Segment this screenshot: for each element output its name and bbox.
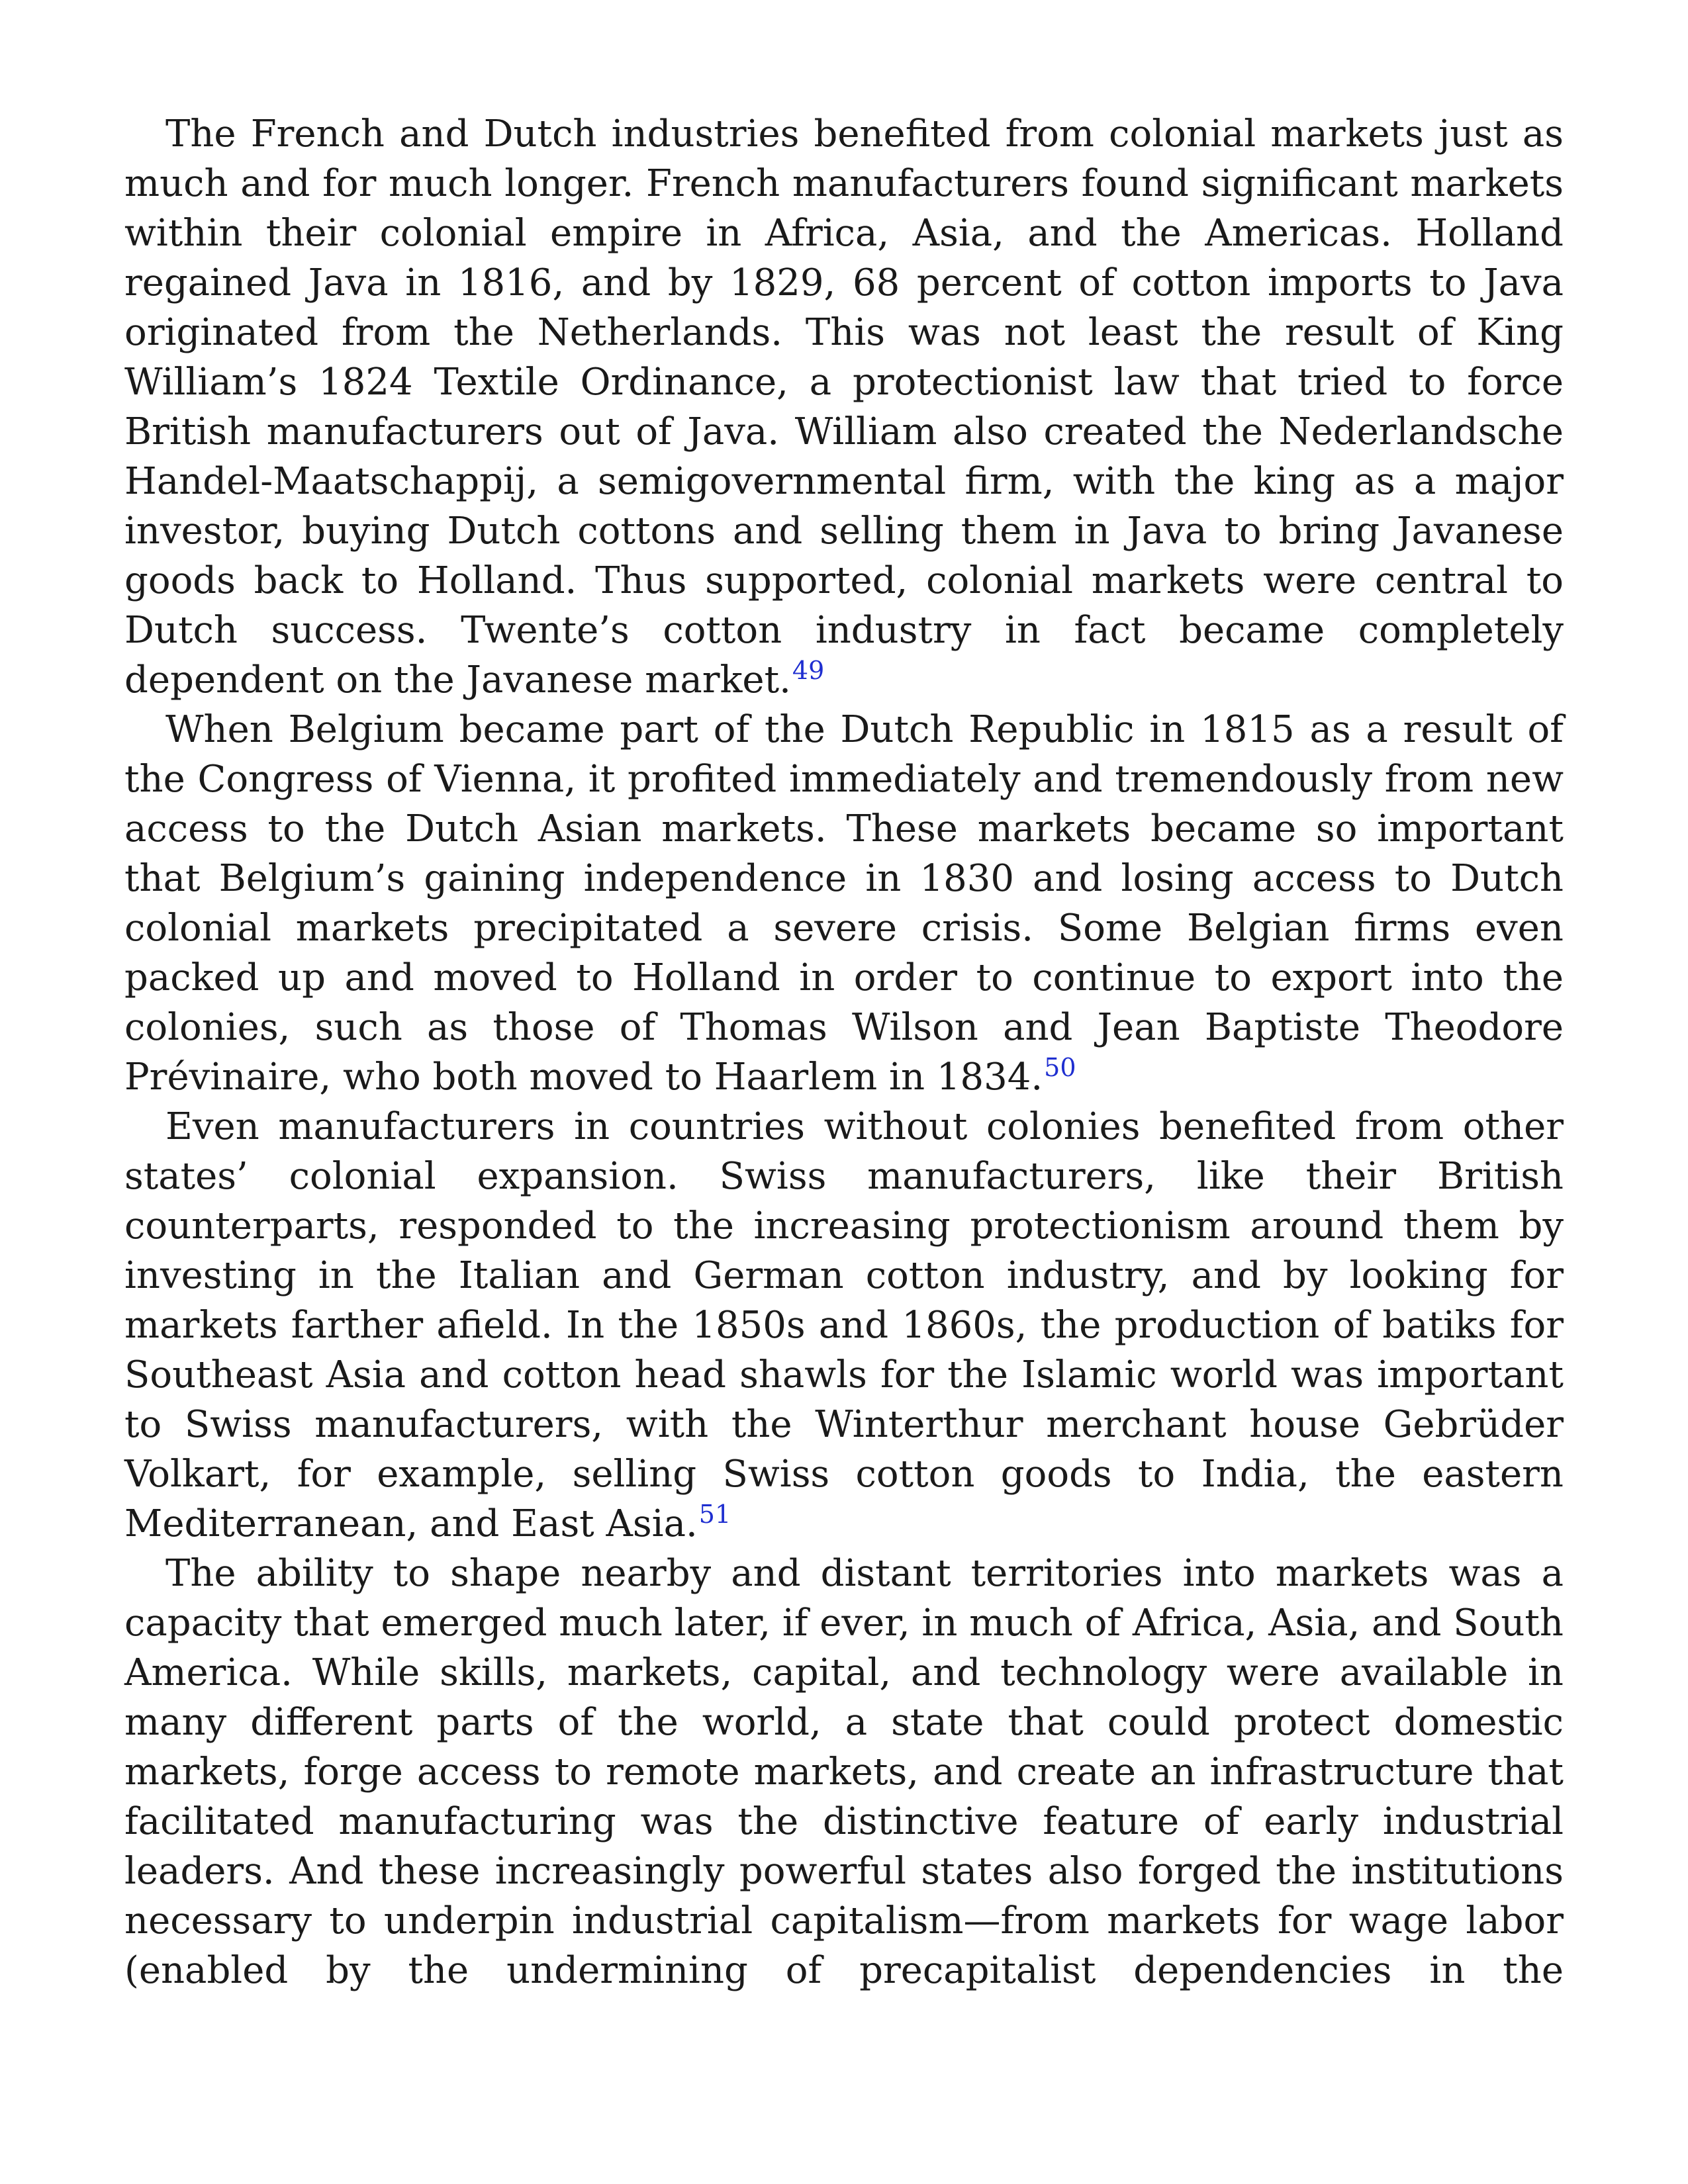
footnote-link-51[interactable]: 51 xyxy=(698,1500,731,1529)
footnote-link-49[interactable]: 49 xyxy=(792,656,825,686)
book-page xyxy=(124,109,1564,1995)
paragraph-text: When Belgium became part of the Dutch Republic in 1815 as a result of the Congress of Vienna, it profited immediately and tremendously from new access to the Dutch Asian markets. These markets became so important that Belgium’s gaining independence in 1830 and losing access to Dutch colonial markets precipitated a severe crisis. Some Belgian firms even packed up and moved to Holland in order to continue to export into the colonies, such as those of Thomas Wilson and Jean Baptiste Theodore Prévinaire, who both moved to Haarlem in 1834. xyxy=(124,708,1564,1099)
paragraph-1 xyxy=(124,109,1564,705)
paragraph-4 xyxy=(124,1549,1564,1995)
paragraph-text: The ability to shape nearby and distant territories into markets was a capacity that emerged much later, if ever, in much of Africa, Asia, and South America. While skills, markets, capital, and technology were available in many different parts of the world, a state that could protect domestic markets, forge access to remote markets, and create an infrastructure that facilitated manufacturing was the distinctive feature of early industrial leaders. And these increasingly powerful states also forged the institutions necessary to underpin industrial capitalism—from markets for wage labor (enabled by the undermining of precapitalist dependencies in the xyxy=(124,1552,1564,1992)
paragraph-3 xyxy=(124,1102,1564,1549)
paragraph-2 xyxy=(124,705,1564,1102)
footnote-link-50[interactable]: 50 xyxy=(1044,1053,1076,1083)
paragraph-text: The French and Dutch industries benefited from colonial markets just as much and for much longer. French manufacturers found significant markets within their colonial empire in Africa, Asia, and the Americas. Holland regained Java in 1816, and by 1829, 68 percent of cotton imports to Java originated from the Netherlands. This was not least the result of King William’s 1824 Textile Ordinance, a protectionist law that tried to force British manufacturers out of Java. William also created the Nederlandsche Handel-Maatschappij, a semigovernmental firm, with the king as a major investor, buying Dutch cottons and selling them in Java to bring Javanese goods back to Holland. Thus supported, colonial markets were central to Dutch success. Twente’s cotton industry in fact became completely dependent on the Javanese market. xyxy=(124,113,1564,702)
paragraph-text: Even manufacturers in countries without colonies benefited from other states’ colonial expansion. Swiss manufacturers, like their British counterparts, responded to the increasing protectionism around them by investing in the Italian and German cotton industry, and by looking for markets farther afield. In the 1850s and 1860s, the production of batiks for Southeast Asia and cotton head shawls for the Islamic world was important to Swiss manufacturers, with the Winterthur merchant house Gebrüder Volkart, for example, selling Swiss cotton goods to India, the eastern Mediterranean, and East Asia. xyxy=(124,1105,1564,1545)
